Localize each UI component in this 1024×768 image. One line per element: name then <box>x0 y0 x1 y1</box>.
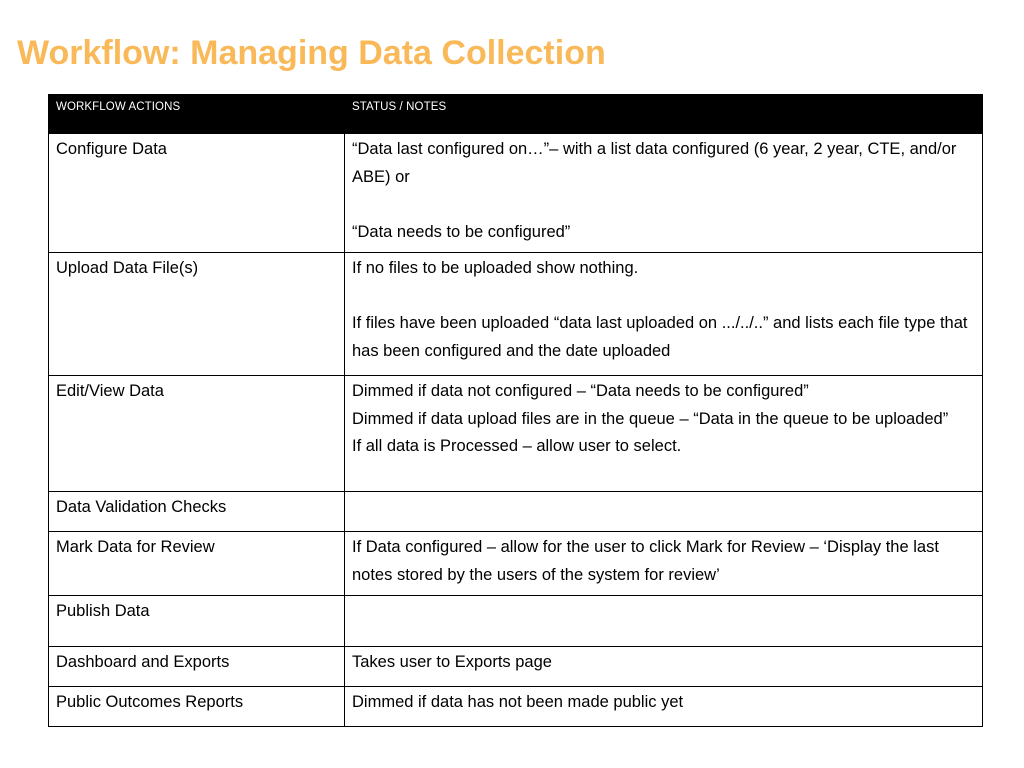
action-cell: Dashboard and Exports <box>49 647 345 687</box>
status-note: Takes user to Exports page <box>352 653 552 671</box>
action-cell: Upload Data File(s) <box>49 253 345 376</box>
workflow-table <box>48 94 983 727</box>
table-row <box>49 647 983 687</box>
header-workflow-actions: WORKFLOW ACTIONS <box>49 95 345 134</box>
status-note: If Data configured – allow for the user to click Mark for Review – ‘Display the last notes stored by the users of the system for review’ <box>352 538 939 584</box>
status-cell <box>345 596 983 647</box>
status-cell <box>345 134 983 253</box>
status-cell <box>345 253 983 376</box>
table-row <box>49 492 983 532</box>
status-cell <box>345 532 983 596</box>
status-note: Dimmed if data not configured – “Data needs to be configured” <box>352 382 809 400</box>
action-cell: Edit/View Data <box>49 376 345 492</box>
status-note: Dimmed if data upload files are in the queue – “Data in the queue to be uploaded” <box>352 409 949 428</box>
table-row <box>49 532 983 596</box>
table-row <box>49 134 983 253</box>
header-status-notes: STATUS / NOTES <box>345 95 983 134</box>
status-note: Dimmed if data has not been made public yet <box>352 693 684 711</box>
action-cell: Publish Data <box>49 596 345 647</box>
status-note: If no files to be uploaded show nothing. <box>352 259 639 277</box>
status-note: “Data last configured on…”– with a list data configured (6 year, 2 year, CTE, and/or ABE) or <box>352 140 957 186</box>
table-row <box>49 253 983 376</box>
table-header-row <box>49 95 983 134</box>
status-note: If all data is Processed – allow user to select. <box>352 437 682 455</box>
status-cell <box>345 492 983 532</box>
action-cell: Public Outcomes Reports <box>49 687 345 727</box>
action-cell: Data Validation Checks <box>49 492 345 532</box>
table-row <box>49 687 983 727</box>
page-title: Workflow: Managing Data Collection <box>17 34 606 72</box>
action-cell: Mark Data for Review <box>49 532 345 596</box>
status-cell <box>345 647 983 687</box>
status-note: If files have been uploaded “data last uploaded on .../../..” and lists each file type that has been configured and the date uploaded <box>352 314 968 360</box>
status-cell <box>345 687 983 727</box>
action-cell: Configure Data <box>49 134 345 253</box>
table-row <box>49 596 983 647</box>
table-row <box>49 376 983 492</box>
status-cell <box>345 376 983 492</box>
status-note: “Data needs to be configured” <box>352 222 571 241</box>
